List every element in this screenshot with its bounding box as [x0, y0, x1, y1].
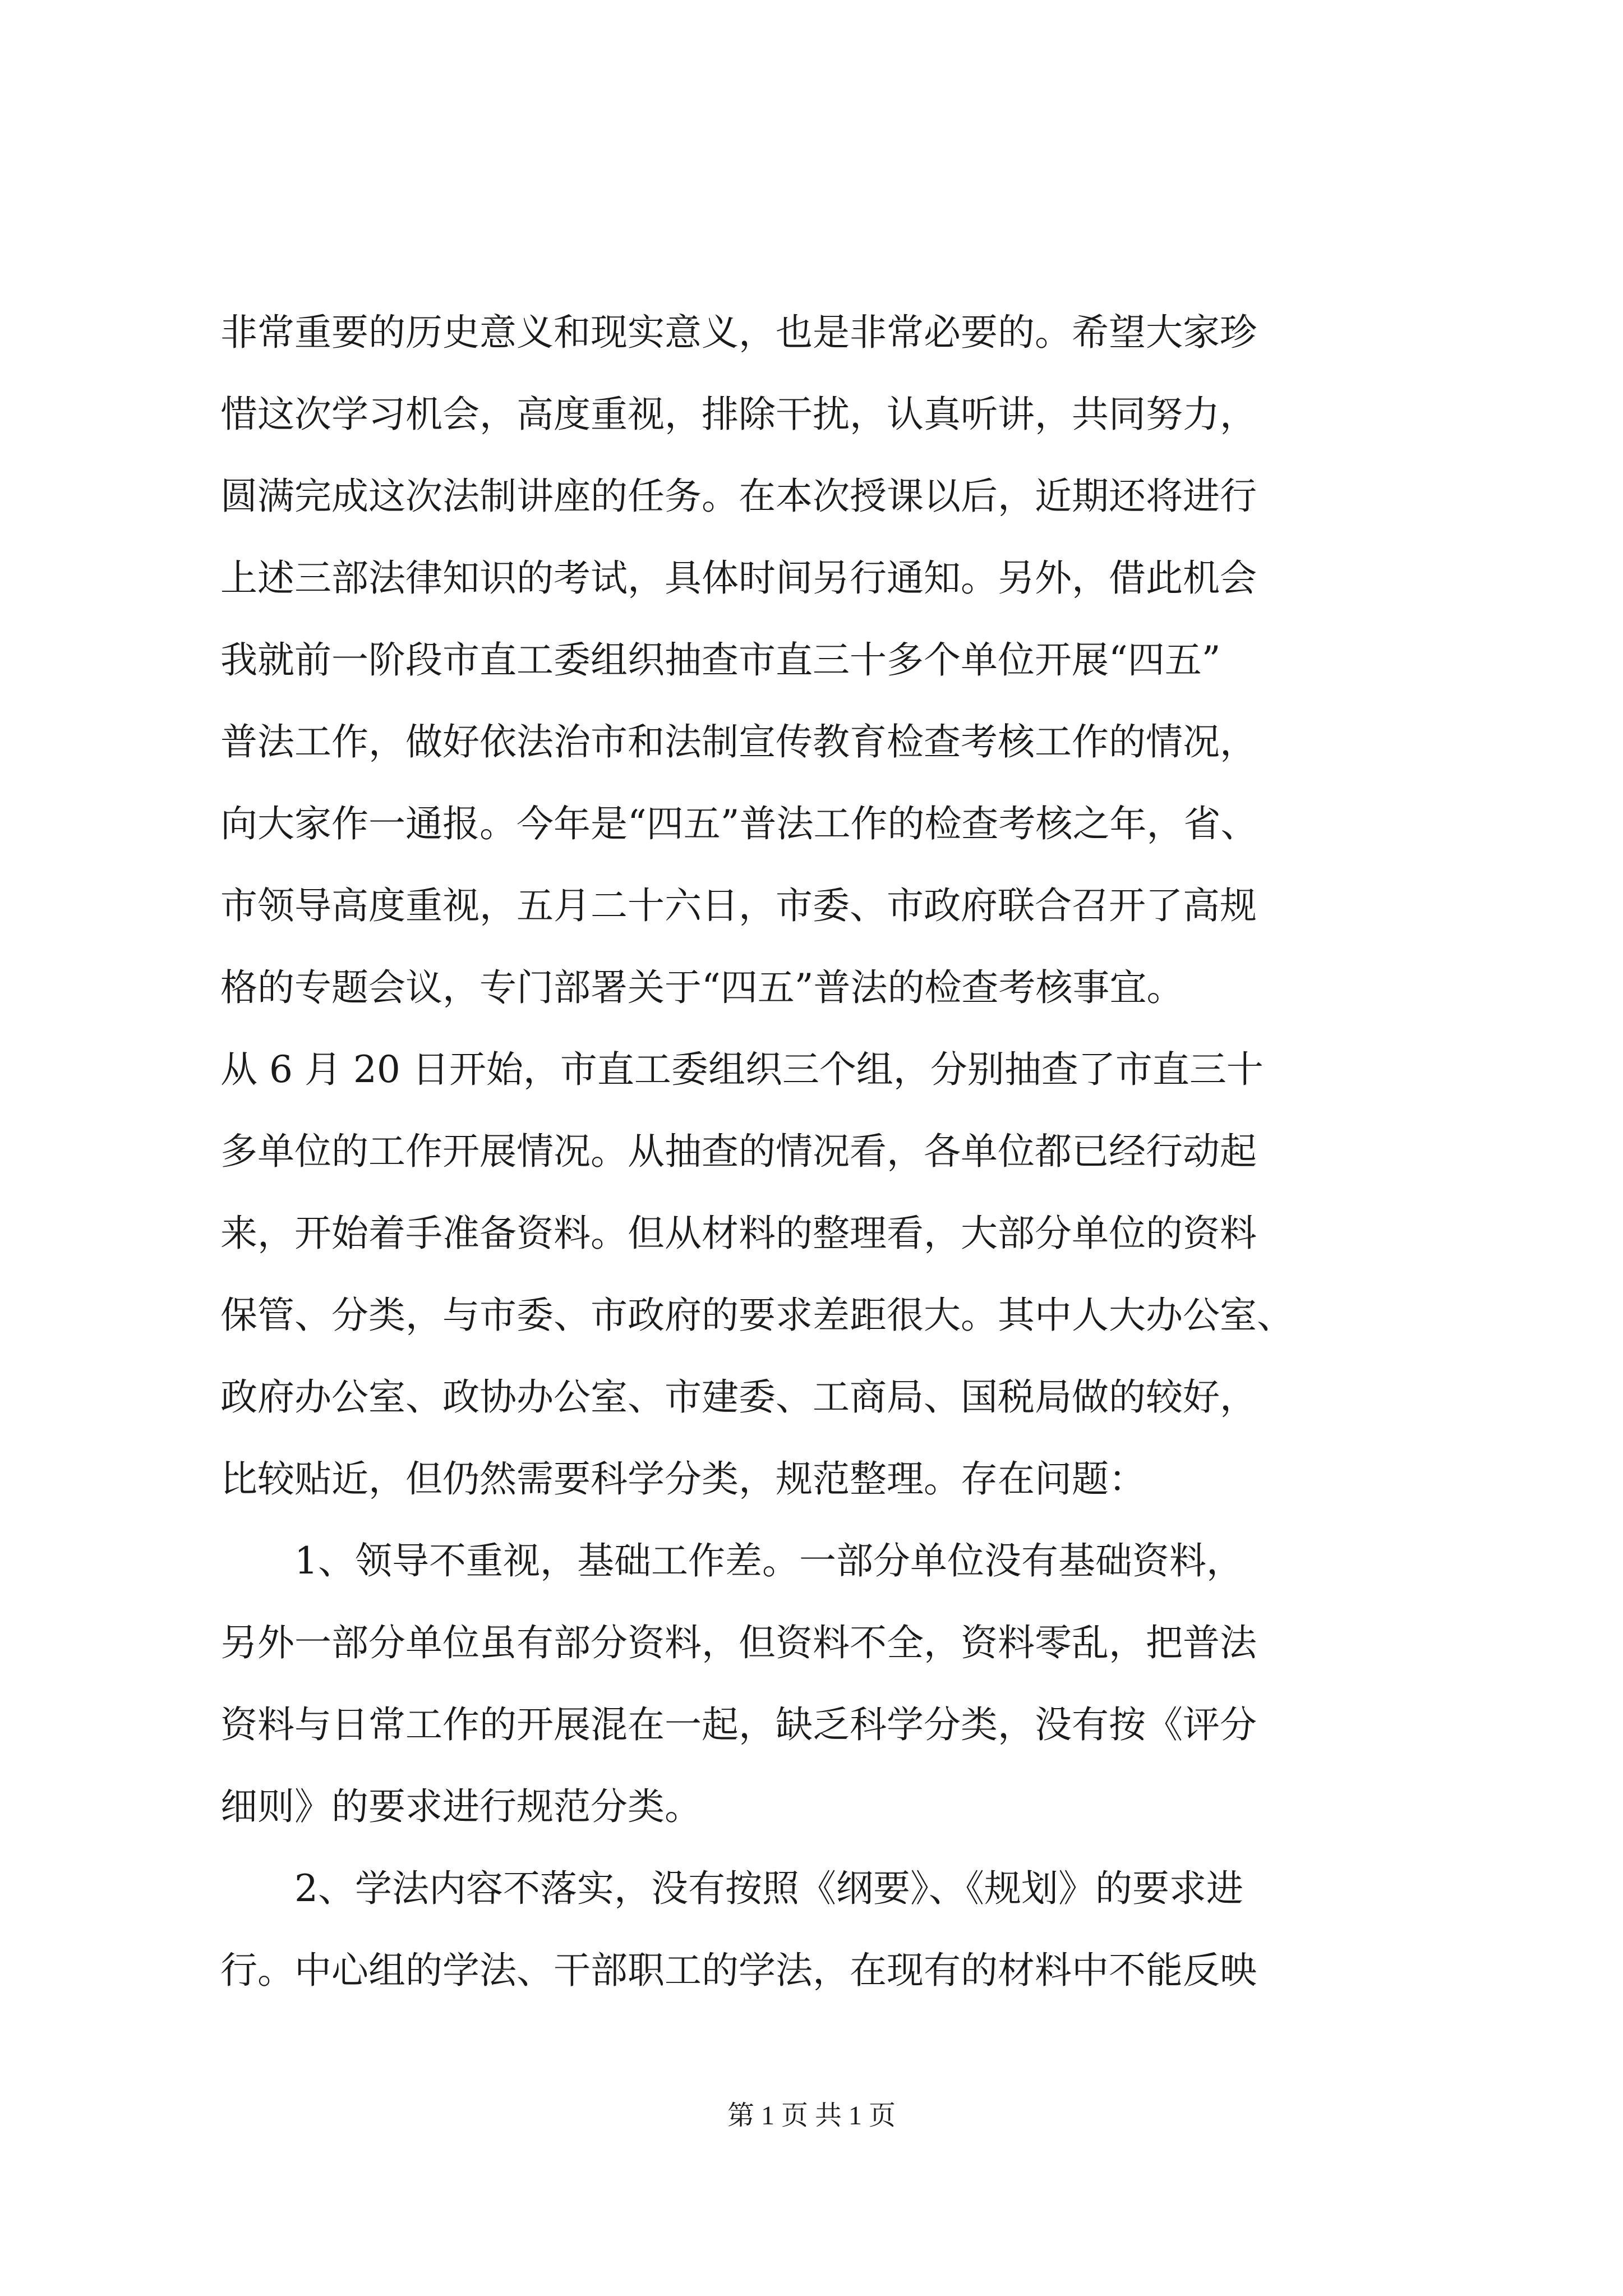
text-line: 非常重要的历史意义和现实意义，也是非常必要的。希望大家珍: [220, 311, 1257, 354]
text-line: 上述三部法律知识的考试，具体时间另行通知。另外，借此机会: [220, 556, 1257, 600]
text-line: 来，开始着手准备资料。但从材料的整理看，大部分单位的资料: [220, 1212, 1257, 1255]
text-line: 2、学法内容不落实，没有按照《纲要》、《规划》的要求进: [294, 1867, 1243, 1910]
text-line: 资料与日常工作的开展混在一起，缺乏科学分类，没有按《评分: [220, 1703, 1257, 1746]
text-line: 市领导高度重视，五月二十六日，市委、市政府联合召开了高规: [220, 884, 1257, 927]
text-line: 政府办公室、政协办公室、市建委、工商局、国税局做的较好，: [220, 1375, 1257, 1419]
text-line: 普法工作，做好依法治市和法制宣传教育检查考核工作的情况，: [220, 720, 1257, 763]
text-line: 行。中心组的学法、干部职工的学法，在现有的材料中不能反映: [220, 1949, 1257, 1992]
text-line: 向大家作一通报。今年是“四五”普法工作的检查考核之年，省、: [220, 802, 1258, 845]
text-line: 我就前一阶段市直工委组织抽查市直三十多个单位开展“四五”: [220, 638, 1221, 682]
text-line: 多单位的工作开展情况。从抽查的情况看，各单位都已经行动起: [220, 1130, 1257, 1173]
text-line: 比较贴近，但仍然需要科学分类，规范整理。存在问题：: [220, 1457, 1146, 1501]
text-line: 格的专题会议，专门部署关于“四五”普法的检查考核事宜。: [220, 966, 1184, 1009]
text-line: 圆满完成这次法制讲座的任务。在本次授课以后，近期还将进行: [220, 475, 1257, 518]
page-footer: 第 1 页 共 1 页: [727, 2101, 896, 2131]
text-line: 1、领导不重视，基础工作差。一部分单位没有基础资料，: [294, 1539, 1243, 1582]
text-line: 保管、分类，与市委、市政府的要求差距很大。其中人大办公室、: [220, 1294, 1294, 1337]
text-line: 从 6 月 20 日开始，市直工委组织三个组，分别抽查了市直三十: [220, 1048, 1264, 1091]
text-line: 细则》的要求进行规范分类。: [220, 1785, 702, 1828]
text-line: 惜这次学习机会，高度重视，排除干扰，认真听讲，共同努力，: [220, 393, 1257, 436]
text-line: 另外一部分单位虽有部分资料，但资料不全，资料零乱，把普法: [220, 1621, 1257, 1664]
